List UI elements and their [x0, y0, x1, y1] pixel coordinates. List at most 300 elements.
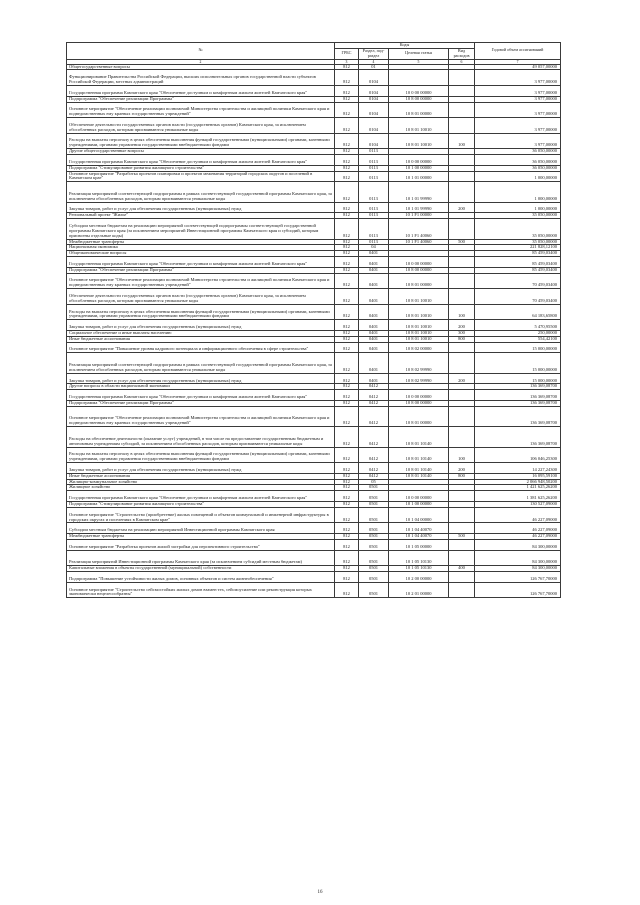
row-name-cell: Основное мероприятие "Строительство сейсмостойких жилых домов взамен тех, сейсмоусиление или реконструкция которых экономически нецелесообразны" [67, 582, 335, 598]
row-target-article-cell: 10 8 02 99990 [389, 373, 449, 384]
row-razdel-cell: 0501 [359, 507, 389, 523]
table-row [67, 571, 561, 582]
row-grbs-cell: 812 [335, 463, 359, 474]
row-expense-type-cell: 400 [449, 566, 475, 572]
row-razdel-cell: 0401 [359, 273, 389, 289]
row-grbs-cell: 812 [335, 479, 359, 485]
row-razdel-cell: 0113 [359, 219, 389, 239]
row-name-cell: Иные бюджетные ассигнования [67, 336, 335, 342]
row-target-article-cell: 10 8 01 10010 [389, 118, 449, 134]
row-razdel-cell: 0501 [359, 523, 389, 534]
row-razdel-cell: 0401 [359, 251, 389, 257]
row-grbs-cell: 812 [335, 566, 359, 572]
row-razdel-cell: 0412 [359, 427, 389, 447]
row-name-cell: Обеспечение деятельности государственных органов власти (государственных органов) Камчатского края, за исключением обособленных расходов, которым присваиваются уникальные коды [67, 289, 335, 305]
row-razdel-cell: 0401 [359, 267, 389, 273]
row-target-article-cell [389, 70, 449, 86]
row-sum-cell: 35 050,00000 [475, 239, 561, 245]
row-expense-type-cell: 300 [449, 330, 475, 336]
row-expense-type-cell [449, 427, 475, 447]
row-expense-type-cell [449, 102, 475, 118]
row-target-article-cell: 10 1 F1 00000 [389, 213, 449, 219]
row-name-cell: Расходы на обеспечение деятельности (оказание услуг) учреждений, в том числе на предоставление государственным бюджетным и автономным учреждениям субсидий, за исключением обособленных расходов, которым присваиваются уникальные коды [67, 427, 335, 447]
row-sum-cell: 136 369,08700 [475, 400, 561, 406]
row-grbs-cell: 812 [335, 320, 359, 331]
row-grbs-cell: 812 [335, 202, 359, 213]
table-row [67, 155, 561, 166]
row-sum-cell: 35 050,00000 [475, 219, 561, 239]
row-grbs-cell: 812 [335, 118, 359, 134]
row-expense-type-cell [449, 289, 475, 305]
row-target-article-cell: 10 1 01 99990 [389, 182, 449, 202]
row-razdel-cell: 0412 [359, 406, 389, 426]
row-grbs-cell: 812 [335, 267, 359, 273]
table-row [67, 373, 561, 384]
row-sum-cell: 136 369,08700 [475, 406, 561, 426]
row-target-article-cell: 10 8 01 10010 [389, 289, 449, 305]
colnum-4: 4 [359, 59, 389, 64]
row-sum-cell: 554,42100 [475, 336, 561, 342]
row-sum-cell: 46 227,09000 [475, 507, 561, 523]
table-body [67, 64, 561, 598]
row-sum-cell: 85 459,03400 [475, 267, 561, 273]
row-sum-cell: 70 459,03400 [475, 273, 561, 289]
row-grbs-cell: 812 [335, 155, 359, 166]
row-sum-cell: 3 977,00000 [475, 102, 561, 118]
row-name-cell: Подпрограмма "Стимулирование развития жилищного строительства" [67, 501, 335, 507]
row-razdel-cell: 0401 [359, 353, 389, 373]
row-name-cell: Иные бюджетные ассигнования [67, 473, 335, 479]
row-expense-type-cell: 100 [449, 447, 475, 463]
row-sum-cell: 64 183,65800 [475, 304, 561, 320]
row-sum-cell: 250,00000 [475, 330, 561, 336]
row-target-article-cell: 10 8 01 10010 [389, 336, 449, 342]
row-expense-type-cell [449, 523, 475, 534]
row-grbs-cell: 812 [335, 213, 359, 219]
table-row [67, 289, 561, 305]
row-name-cell: Государственная программа Камчатского края "Обеспечение доступным и комфортным жильем жителей Камчатского края" [67, 257, 335, 268]
row-expense-type-cell: 200 [449, 320, 475, 331]
row-sum-cell: 46 227,09000 [475, 523, 561, 534]
table-row [67, 70, 561, 86]
row-grbs-cell: 812 [335, 550, 359, 566]
row-target-article-cell: 10 1 05 10130 [389, 566, 449, 572]
table-row [67, 304, 561, 320]
row-target-article-cell: 10 1 F1 40060 [389, 219, 449, 239]
row-expense-type-cell: 100 [449, 304, 475, 320]
row-name-cell: Субсидии местным бюджетам на реализацию мероприятий Инвестиционной программы Камчатского края [67, 523, 335, 534]
row-sum-cell: 1 000,00000 [475, 182, 561, 202]
row-name-cell: Основное мероприятие "Повышение уровня кадрового потенциала и информационного обеспечения в сфере строительства" [67, 342, 335, 353]
row-expense-type-cell [449, 219, 475, 239]
row-expense-type-cell [449, 550, 475, 566]
table-row [67, 133, 561, 149]
row-target-article-cell: 10 8 01 10140 [389, 473, 449, 479]
row-razdel-cell: 0401 [359, 257, 389, 268]
table-row [67, 582, 561, 598]
row-grbs-cell: 812 [335, 273, 359, 289]
row-grbs-cell: 812 [335, 102, 359, 118]
row-razdel-cell: 0113 [359, 239, 389, 245]
row-expense-type-cell [449, 257, 475, 268]
row-grbs-cell: 812 [335, 353, 359, 373]
row-grbs-cell: 812 [335, 400, 359, 406]
budget-table [66, 42, 561, 598]
row-sum-cell: 1 421 625,26200 [475, 485, 561, 491]
row-name-cell: Подпрограмма "Обеспечение реализации Программы" [67, 96, 335, 102]
row-expense-type-cell: 200 [449, 202, 475, 213]
header-codes: Коды [335, 43, 475, 49]
row-sum-cell: 3 977,00000 [475, 85, 561, 96]
row-sum-cell: 1 000,00000 [475, 202, 561, 213]
row-grbs-cell: 812 [335, 473, 359, 479]
colnum-2: 2 [67, 59, 335, 64]
row-razdel-cell: 0113 [359, 182, 389, 202]
row-sum-cell: 126 767,70000 [475, 582, 561, 598]
row-grbs-cell: 812 [335, 485, 359, 491]
header-grbs: ГРБС [335, 49, 359, 60]
row-expense-type-cell: 800 [449, 336, 475, 342]
row-name-cell: Государственная программа Камчатского края "Обеспечение доступным и комфортным жильем жителей Камчатского края" [67, 491, 335, 502]
row-razdel-cell: 01 [359, 64, 389, 70]
row-expense-type-cell [449, 182, 475, 202]
row-name-cell: Основное мероприятие "Обеспечение реализации полномочий Министерства строительства и жилищной политики Камчатского края и подведомственных ему краевых государственных учреждений" [67, 102, 335, 118]
row-expense-type-cell: 200 [449, 463, 475, 474]
row-name-cell: Общегосударственные вопросы [67, 64, 335, 70]
row-target-article-cell: 10 8 00 00000 [389, 267, 449, 273]
row-name-cell: Закупка товаров, работ и услуг для обеспечения государственных (муниципальных) нужд [67, 373, 335, 384]
row-razdel-cell: 0104 [359, 96, 389, 102]
row-grbs-cell: 812 [335, 96, 359, 102]
table-row [67, 390, 561, 401]
row-target-article-cell: 10 2 01 00000 [389, 582, 449, 598]
table-row [67, 102, 561, 118]
row-target-article-cell: 10 1 04 40070 [389, 523, 449, 534]
row-name-cell: Расходы на выплаты персоналу в целях обеспечения выполнения функций государственными (муниципальными) органами, казенными учреждениями, органами управления государственными внебюджетными фондами [67, 133, 335, 149]
row-expense-type-cell [449, 118, 475, 134]
row-grbs-cell: 812 [335, 491, 359, 502]
row-target-article-cell: 10 1 04 00000 [389, 507, 449, 523]
row-grbs-cell: 812 [335, 582, 359, 598]
row-target-article-cell: 10 8 01 00000 [389, 406, 449, 426]
row-razdel-cell: 0501 [359, 539, 389, 550]
row-razdel-cell: 0104 [359, 102, 389, 118]
row-razdel-cell: 0412 [359, 384, 389, 390]
row-name-cell: Основное мероприятие "Разработка проектов планировки и проектов межевания территорий городских округов и поселений в Камчатском крае" [67, 171, 335, 182]
table-row [67, 342, 561, 353]
row-sum-cell: 84 300,00000 [475, 539, 561, 550]
row-sum-cell: 16 095,59100 [475, 473, 561, 479]
row-razdel-cell: 04 [359, 245, 389, 251]
row-grbs-cell: 812 [335, 165, 359, 171]
row-expense-type-cell [449, 507, 475, 523]
row-name-cell: Основное мероприятие "Строительство (приобретение) жилых помещений и объектов коммунальной и инженерной инфраструктуры в городских округах и поселениях в Камчатском крае" [67, 507, 335, 523]
row-sum-cell: 1 381 625,26200 [475, 491, 561, 502]
row-razdel-cell: 0113 [359, 213, 389, 219]
row-name-cell: Другие вопросы в области национальной экономики [67, 384, 335, 390]
table-row [67, 273, 561, 289]
row-target-article-cell: 10 8 01 10140 [389, 463, 449, 474]
table-row [67, 427, 561, 447]
header-sum: Годовой объем ассигнований [475, 43, 561, 60]
row-name-cell: Основное мероприятие "Обеспечение реализации полномочий Министерства строительства и жилищной политики Камчатского края и подведомственных ему краевых государственных учреждений" [67, 273, 335, 289]
row-name-cell: Подпрограмма "Обеспечение реализации Программы" [67, 400, 335, 406]
row-grbs-cell: 812 [335, 257, 359, 268]
row-sum-cell: 3 977,00000 [475, 70, 561, 86]
row-grbs-cell: 812 [335, 507, 359, 523]
table-row [67, 406, 561, 426]
row-sum-cell: 84 300,00000 [475, 550, 561, 566]
row-razdel-cell: 0401 [359, 342, 389, 353]
row-grbs-cell: 812 [335, 289, 359, 305]
row-name-cell: Закупка товаров, работ и услуг для обеспечения государственных (муниципальных) нужд [67, 320, 335, 331]
table-row [67, 257, 561, 268]
row-grbs-cell: 812 [335, 571, 359, 582]
table-row [67, 202, 561, 213]
row-sum-cell: 46 227,09000 [475, 534, 561, 540]
row-sum-cell: 130 527,09000 [475, 501, 561, 507]
row-name-cell: Обеспечение деятельности государственных органов власти (государственных органов) Камчатского края, за исключением обособленных расходов, которым присваиваются уникальные коды [67, 118, 335, 134]
row-name-cell: Подпрограмма "Обеспечение реализации Программы" [67, 267, 335, 273]
row-name-cell: Государственная программа Камчатского края "Обеспечение доступным и комфортным жильем жителей Камчатского края" [67, 85, 335, 96]
row-sum-cell: 15 000,00000 [475, 342, 561, 353]
header-num: № [67, 43, 335, 60]
row-sum-cell: 136 369,08700 [475, 427, 561, 447]
row-name-cell: Другие общегосударственные вопросы [67, 149, 335, 155]
row-sum-cell: 3 977,00000 [475, 96, 561, 102]
row-razdel-cell: 0501 [359, 550, 389, 566]
row-sum-cell: 36 050,00000 [475, 149, 561, 155]
row-expense-type-cell [449, 342, 475, 353]
row-razdel-cell: 0501 [359, 582, 389, 598]
row-target-article-cell: 10 1 F1 40060 [389, 239, 449, 245]
row-name-cell: Основное мероприятие "Разработка проектов жилой застройки для перспективного строительства" [67, 539, 335, 550]
row-name-cell: Реализация мероприятий соответствующей подпрограммы в рамках соответствующей государственной программы Камчатского края, за исключением обособленных расходов, которым присваиваются уникальные коды [67, 182, 335, 202]
row-target-article-cell: 10 8 01 10010 [389, 320, 449, 331]
row-target-article-cell: 10 0 00 00000 [389, 257, 449, 268]
row-target-article-cell: 10 0 00 00000 [389, 155, 449, 166]
table-row [67, 447, 561, 463]
row-name-cell: Государственная программа Камчатского края "Обеспечение доступным и комфортным жильем жителей Камчатского края" [67, 155, 335, 166]
row-name-cell: Расходы на выплаты персоналу в целях обеспечения выполнения функций государственными (муниципальными) органами, казенными учреждениями, органами управления государственными внебюджетными фондами [67, 447, 335, 463]
row-target-article-cell: 10 0 00 00000 [389, 390, 449, 401]
row-razdel-cell: 0401 [359, 373, 389, 384]
row-grbs-cell: 812 [335, 171, 359, 182]
row-sum-cell: 5 470,95500 [475, 320, 561, 331]
row-sum-cell: 3 977,00000 [475, 118, 561, 134]
row-name-cell: Функционирование Правительства Российской Федерации, высших исполнительных органов государственной власти субъектов Российской Федерации, местных администраций [67, 70, 335, 86]
table-row [67, 353, 561, 373]
row-target-article-cell: 10 1 01 00000 [389, 171, 449, 182]
row-target-article-cell: 10 8 01 00000 [389, 102, 449, 118]
row-target-article-cell: 10 2 00 00000 [389, 571, 449, 582]
row-grbs-cell: 812 [335, 336, 359, 342]
row-target-article-cell: 10 8 01 10010 [389, 133, 449, 149]
row-sum-cell: 136 369,08700 [475, 384, 561, 390]
row-expense-type-cell [449, 390, 475, 401]
row-name-cell: Закупка товаров, работ и услуг для обеспечения государственных (муниципальных) нужд [67, 202, 335, 213]
row-expense-type-cell: 200 [449, 373, 475, 384]
row-name-cell: Межбюджетные трансферты [67, 239, 335, 245]
row-grbs-cell: 812 [335, 219, 359, 239]
row-grbs-cell: 812 [335, 133, 359, 149]
row-razdel-cell: 0113 [359, 149, 389, 155]
row-target-article-cell: 10 1 00 00000 [389, 501, 449, 507]
row-razdel-cell: 0501 [359, 566, 389, 572]
row-name-cell: Государственная программа Камчатского края "Обеспечение доступным и комфортным жильем жителей Камчатского края" [67, 390, 335, 401]
colnum-5: 5 [389, 59, 449, 64]
row-target-article-cell: 10 8 00 00000 [389, 96, 449, 102]
row-target-article-cell: 10 8 00 00000 [389, 400, 449, 406]
row-razdel-cell: 0104 [359, 70, 389, 86]
row-sum-cell: 14 227,24300 [475, 463, 561, 474]
row-expense-type-cell [449, 582, 475, 598]
row-sum-cell: 3 977,00000 [475, 133, 561, 149]
table-row [67, 219, 561, 239]
row-target-article-cell: 10 1 00 00000 [389, 165, 449, 171]
row-razdel-cell: 0401 [359, 320, 389, 331]
row-razdel-cell: 0501 [359, 571, 389, 582]
row-sum-cell: 136 369,08700 [475, 390, 561, 401]
row-sum-cell: 49 057,00000 [475, 64, 561, 70]
row-razdel-cell: 0412 [359, 463, 389, 474]
row-grbs-cell: 812 [335, 304, 359, 320]
row-sum-cell: 106 046,25300 [475, 447, 561, 463]
row-name-cell: Реализация мероприятий Инвестиционной программы Камчатского края (за исключением субсидий местным бюджетам) [67, 550, 335, 566]
row-razdel-cell: 0401 [359, 330, 389, 336]
row-name-cell: Межбюджетные трансферты [67, 534, 335, 540]
row-name-cell: Закупка товаров, работ и услуг для обеспечения государственных (муниципальных) нужд [67, 463, 335, 474]
row-sum-cell: 15 000,00000 [475, 373, 561, 384]
table-row [67, 539, 561, 550]
table-header [67, 43, 561, 65]
row-expense-type-cell: 500 [449, 239, 475, 245]
row-grbs-cell: 812 [335, 406, 359, 426]
table-row [67, 320, 561, 331]
row-target-article-cell: 10 0 00 00000 [389, 85, 449, 96]
row-razdel-cell: 0104 [359, 118, 389, 134]
row-razdel-cell: 0412 [359, 400, 389, 406]
row-razdel-cell: 0412 [359, 473, 389, 479]
row-sum-cell: 15 000,00000 [475, 353, 561, 373]
row-grbs-cell: 812 [335, 523, 359, 534]
row-expense-type-cell [449, 539, 475, 550]
row-razdel-cell: 0104 [359, 85, 389, 96]
row-name-cell: Капитальные вложения в объекты государственной (муниципальной) собственности [67, 566, 335, 572]
row-target-article-cell: 10 8 01 10010 [389, 304, 449, 320]
row-sum-cell: 85 459,03400 [475, 251, 561, 257]
row-grbs-cell: 812 [335, 384, 359, 390]
budget-table-sheet [66, 42, 560, 598]
row-razdel-cell: 05 [359, 479, 389, 485]
row-expense-type-cell [449, 406, 475, 426]
row-grbs-cell: 812 [335, 64, 359, 70]
row-name-cell: Основное мероприятие "Обеспечение реализации полномочий Министерства строительства и жилищной политики Камчатского края и подведомственных ему краевых государственных учреждений" [67, 406, 335, 426]
row-grbs-cell: 812 [335, 427, 359, 447]
table-row [67, 463, 561, 474]
row-expense-type-cell [449, 85, 475, 96]
row-grbs-cell: 812 [335, 373, 359, 384]
row-name-cell: Реализация мероприятий соответствующей подпрограммы в рамках соответствующей государственной программы Камчатского края, за исключением обособленных расходов, которым присваиваются уникальные коды [67, 353, 335, 373]
row-grbs-cell: 812 [335, 501, 359, 507]
row-grbs-cell: 812 [335, 534, 359, 540]
row-razdel-cell: 0401 [359, 336, 389, 342]
header-cs: Целевая статья [389, 49, 449, 60]
row-name-cell: Жилищное хозяйство [67, 485, 335, 491]
row-grbs-cell: 812 [335, 239, 359, 245]
row-sum-cell: 1 000,00000 [475, 171, 561, 182]
row-expense-type-cell [449, 273, 475, 289]
row-name-cell: Расходы на выплаты персоналу в целях обеспечения выполнения функций государственными (муниципальными) органами, казенными учреждениями, органами управления государственными внебюджетными фондами [67, 304, 335, 320]
table-row [67, 507, 561, 523]
row-grbs-cell: 812 [335, 330, 359, 336]
row-name-cell: Подпрограмма "Повышение устойчивости жилых домов, основных объектов и систем жизнеобеспечения" [67, 571, 335, 582]
row-grbs-cell: 812 [335, 447, 359, 463]
colnum-7: 7 [475, 59, 561, 64]
row-name-cell: Общеэкономические вопросы [67, 251, 335, 257]
row-expense-type-cell: 100 [449, 133, 475, 149]
table-row [67, 171, 561, 182]
row-grbs-cell: 812 [335, 70, 359, 86]
row-razdel-cell: 0113 [359, 171, 389, 182]
table-row [67, 491, 561, 502]
page-number: 16 [317, 890, 323, 895]
row-sum-cell: 35 050,00000 [475, 213, 561, 219]
table-row [67, 523, 561, 534]
row-razdel-cell: 0412 [359, 390, 389, 401]
row-razdel-cell: 0104 [359, 133, 389, 149]
row-target-article-cell: 10 8 01 00000 [389, 273, 449, 289]
row-target-article-cell: 10 0 00 00000 [389, 491, 449, 502]
row-razdel-cell: 0501 [359, 534, 389, 540]
row-razdel-cell: 0412 [359, 447, 389, 463]
row-grbs-cell: 812 [335, 539, 359, 550]
row-name-cell: Социальное обеспечение и иные выплаты населению [67, 330, 335, 336]
row-target-article-cell: 10 1 01 99990 [389, 202, 449, 213]
row-sum-cell: 36 050,00000 [475, 165, 561, 171]
row-sum-cell: 2 066 948,50200 [475, 479, 561, 485]
row-target-article-cell: 10 8 02 00000 [389, 342, 449, 353]
row-grbs-cell: 812 [335, 342, 359, 353]
row-target-article-cell: 10 8 01 10140 [389, 447, 449, 463]
row-name-cell: Жилищно-коммунальное хозяйство [67, 479, 335, 485]
row-razdel-cell: 0401 [359, 289, 389, 305]
row-grbs-cell: 812 [335, 245, 359, 251]
table-row [67, 550, 561, 566]
row-sum-cell: 84 300,00000 [475, 566, 561, 572]
row-sum-cell: 70 459,03400 [475, 289, 561, 305]
row-expense-type-cell [449, 171, 475, 182]
row-target-article-cell: 10 8 01 10140 [389, 427, 449, 447]
row-razdel-cell: 0113 [359, 165, 389, 171]
row-target-article-cell: 10 1 04 40070 [389, 534, 449, 540]
row-expense-type-cell [449, 491, 475, 502]
row-name-cell: Региональный проект "Жилье" [67, 213, 335, 219]
header-vr: Вид расходов [449, 49, 475, 60]
table-row [67, 85, 561, 96]
row-target-article-cell: 10 1 05 00000 [389, 539, 449, 550]
colnum-6: 6 [449, 59, 475, 64]
header-razdel: Раздел, под-раздел [359, 49, 389, 60]
row-expense-type-cell: 800 [449, 473, 475, 479]
row-expense-type-cell: 500 [449, 534, 475, 540]
row-target-article-cell: 10 8 01 10010 [389, 330, 449, 336]
row-razdel-cell: 0113 [359, 155, 389, 166]
row-target-article-cell: 10 1 05 10130 [389, 550, 449, 566]
table-row [67, 118, 561, 134]
row-name-cell: Национальная экономика [67, 245, 335, 251]
row-razdel-cell: 0113 [359, 202, 389, 213]
